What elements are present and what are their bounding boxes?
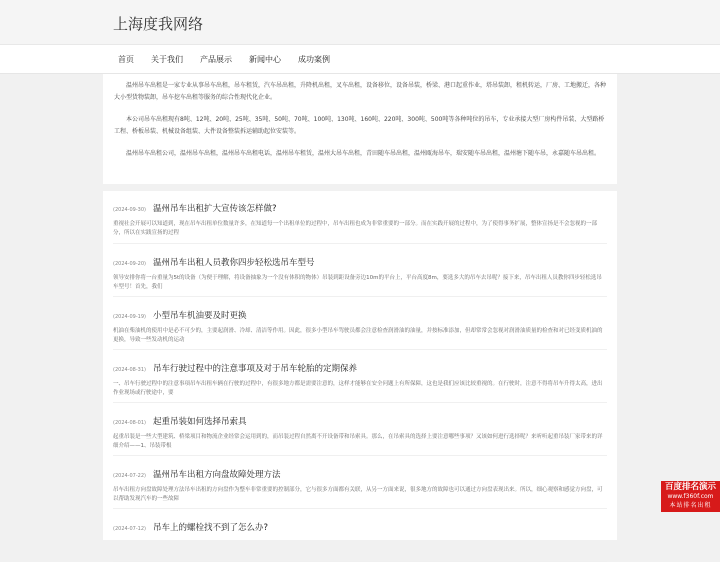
news-item	[113, 244, 607, 297]
badge-line3: 本站排名出租	[669, 502, 712, 509]
news-list	[103, 191, 617, 540]
news-title-link[interactable]: 温州吊车出租扩大宣传该怎样做?	[153, 204, 277, 214]
news-title-link[interactable]: 小型吊车机油要及时更换	[153, 311, 247, 321]
news-date: (2024-09-20)	[113, 261, 146, 267]
nav-cases[interactable]: 成功案例	[298, 54, 330, 64]
news-date: (2024-08-01)	[113, 420, 146, 426]
nav-news[interactable]: 新闻中心	[249, 54, 281, 64]
main-nav	[0, 45, 720, 74]
news-item	[113, 403, 607, 456]
news-item	[113, 297, 607, 350]
news-summary: 起重吊装是一些大型建筑、桥梁项目和物流企业经常会运用到的，而吊装过程自然离不开设备带和吊索具。那么，在吊索具的选择上要注意哪些事项？又该如何进行选择呢？来听听起重吊装厂家带来的详细介绍——1、吊装带根	[113, 434, 603, 449]
news-summary: 一、吊车行驶过程中的注意事项吊车出租车辆在行驶的过程中，有很多地方都是需要注意的，这样才能够在安全问题上有所保障，这也是我们应该比较重视的。在行驶时，注意不得将吊车升得太高，进出作业现场或行驶途中，要	[113, 381, 603, 396]
intro-paragraph: 温州吊车出租是一家专业从事吊车出租，吊车租赁，汽车吊出租，升降机出租，叉车出租，设备移位，设备吊装，桥梁、港口起重作业，塔吊装卸，租机转运，厂房、工地搬迁，各种大小型货物装卸，吊车挖车出租等服务的综合性现代化企业。	[114, 82, 607, 101]
news-title-link[interactable]: 吊车行驶过程中的注意事项及对于吊车轮胎的定期保养	[153, 364, 358, 374]
nav-about[interactable]: 关于我们	[151, 54, 183, 64]
site-title[interactable]: 上海度我网络	[113, 15, 204, 33]
news-summary: 机油在柴油机的使用中是必不可少的，主要起润滑、冷却、清洁等作用。因此，很多小型吊车驾驶员都会注意检查润滑油的油量，并按标准添加，但却常常会忽视对润滑油质量的检查和对已经变质机油的更换，导致一些发动机的运动	[113, 328, 603, 343]
badge-line1: 百度排名演示	[664, 482, 716, 492]
news-date: (2024-09-19)	[113, 314, 146, 320]
news-summary: 领导安排你将一台重量为5t的设备（为便于理解，将设备抽象为一个没有体积的物体）吊装到距设备旁边10m的平台上，平台高度8m，要选多大的吊车去吊呢？接下来，吊车出租人员教你四步轻松选吊车型号！首先，我们	[113, 275, 602, 290]
news-summary: 吊车出租方向盘故障处理方法吊车出租的方向盘作为整车非常重要的控制部分，它与很多方面都有关联，从另一方面来说，很多地方的故障也可以通过方向盘表现出来。所以，细心观察和感觉方向盘，可以帮助发现汽车的一些故障	[113, 487, 603, 502]
news-item	[113, 350, 607, 403]
news-date: (2024-07-12)	[113, 526, 146, 532]
intro-paragraph: 温州吊车出租公司，温州吊车出租，温州吊车出租电话，温州吊车租赁，温州大吊车出租，青田随车吊出租，温州瓯海吊车，瑞安随车吊出租，温州塘下随车吊，永嘉随车吊出租。	[126, 150, 601, 157]
news-item	[113, 509, 607, 562]
news-date: (2024-08-31)	[113, 367, 146, 373]
nav-products[interactable]: 产品展示	[200, 54, 232, 64]
news-item	[113, 456, 607, 509]
badge-line2: www.f360f.com	[667, 493, 714, 500]
news-title-link[interactable]: 吊车上的螺栓找不到了怎么办?	[153, 523, 269, 533]
ranking-ad-badge[interactable]	[661, 481, 720, 512]
news-summary: 重视社会开展可以知道到，现在吊车出租单位数量许多，在知道每一个出租单位的过程中，吊车出租也成为非常重要的一部分。而在实践开展的过程中，为了使得事务扩展，整体宣扬是不会忽视的一部分，所以在实践宣扬的过程	[113, 221, 598, 236]
news-date: (2024-09-30)	[113, 207, 146, 213]
news-date: (2024-07-22)	[113, 473, 146, 479]
news-title-link[interactable]: 起重吊装如何选择吊索具	[153, 417, 247, 427]
site-header	[0, 0, 720, 45]
intro-paragraph: 本公司吊车出租现有8吨、12吨、20吨、25吨、35吨、50吨、70吨、100吨、130吨、160吨、220吨、300吨、500吨等各种吨位的吊车，专业承接大型厂房构件吊装、大型路桥工程、桥板吊装、机械设备组装、大件设备整装拆运辅助起位安装等。	[114, 116, 605, 135]
news-title-link[interactable]: 温州吊车出租人员教你四步轻松选吊车型号	[153, 258, 315, 268]
nav-home[interactable]: 首页	[118, 54, 134, 64]
news-item	[113, 191, 607, 244]
intro-panel	[103, 74, 617, 184]
news-title-link[interactable]: 温州吊车出租方向盘故障处理方法	[153, 470, 281, 480]
